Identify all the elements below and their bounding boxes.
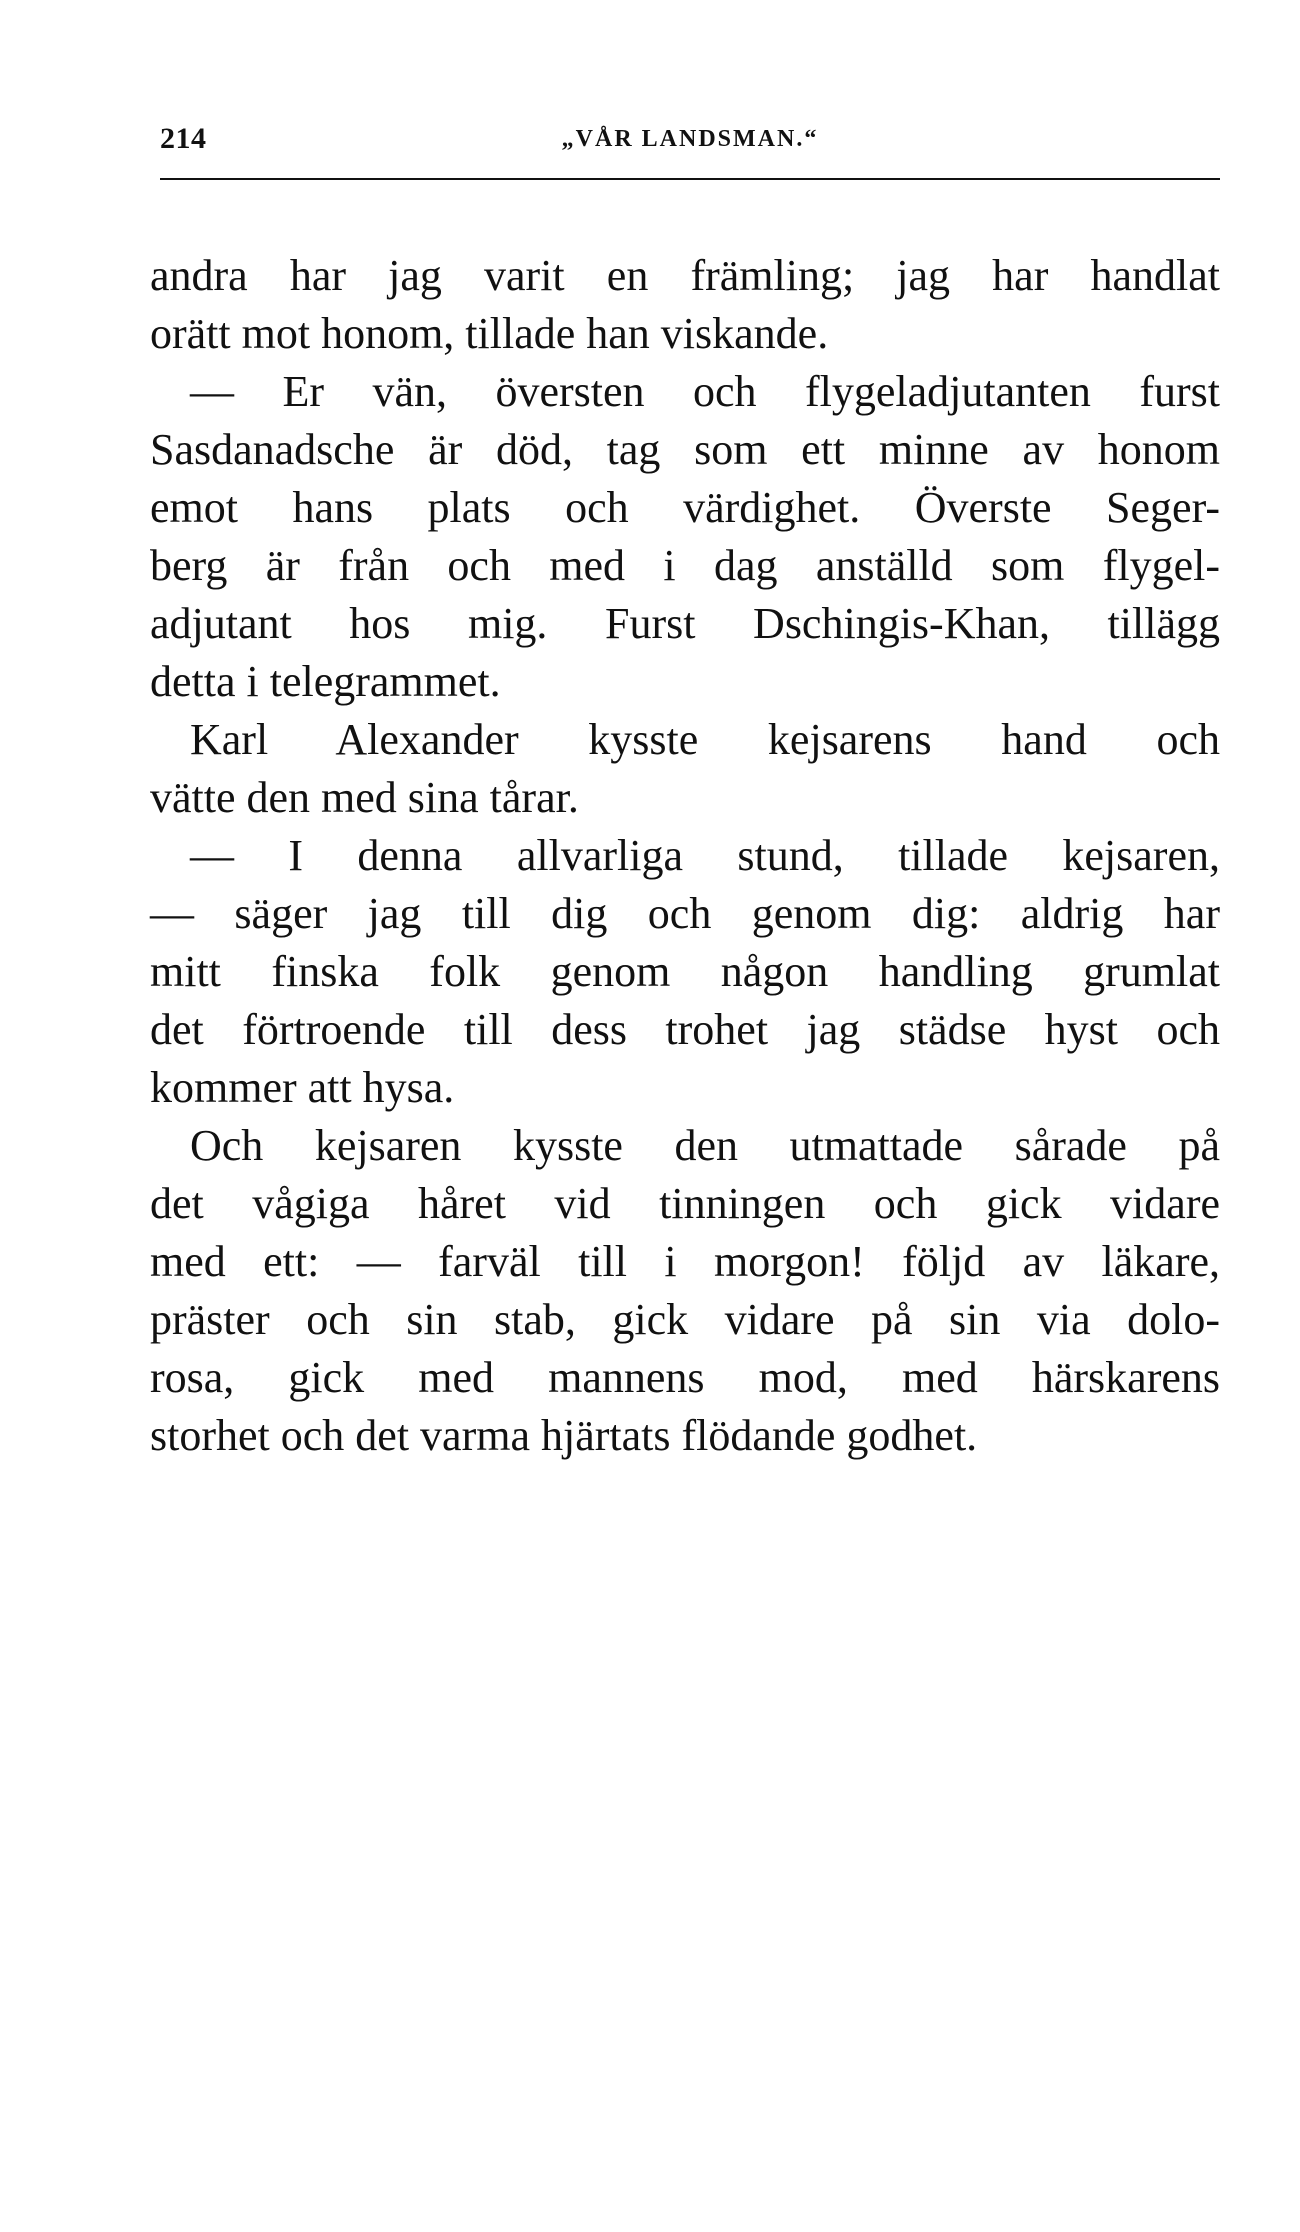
text-line: berg är från och med i dag anställd som flygel-	[150, 541, 1220, 590]
running-title: „VÅR LANDSMAN.“	[561, 126, 819, 152]
text-line: vätte den med sina tårar.	[150, 773, 579, 822]
text-line: — I denna allvarliga stund, tillade kejsaren,	[190, 831, 1220, 880]
text-line: det vågiga håret vid tinningen och gick vidare	[150, 1179, 1220, 1228]
page-header	[160, 122, 1220, 162]
text-line: mitt finska folk genom någon handling grumlat	[150, 947, 1220, 996]
text-line: emot hans plats och värdighet. Överste Seger-	[150, 483, 1220, 532]
text-line: Och kejsaren kysste den utmattade sårade på	[190, 1121, 1220, 1170]
text-line: detta i telegrammet.	[150, 657, 501, 706]
page-number: 214	[160, 122, 207, 155]
text-line: adjutant hos mig. Furst Dschingis-Khan, tillägg	[150, 599, 1220, 648]
text-line: orätt mot honom, tillade han viskande.	[150, 309, 829, 358]
text-line: präster och sin stab, gick vidare på sin via dolo-	[150, 1295, 1220, 1344]
text-line: med ett: — farväl till i morgon! följd av läkare,	[150, 1237, 1220, 1286]
text-line: det förtroende till dess trohet jag städse hyst och	[150, 1005, 1220, 1054]
text-line: Sasdanadsche är död, tag som ett minne av honom	[150, 425, 1220, 474]
text-line: Karl Alexander kysste kejsarens hand och	[190, 715, 1220, 764]
text-line: — säger jag till dig och genom dig: aldrig har	[150, 889, 1220, 938]
text-line: kommer att hysa.	[150, 1063, 455, 1112]
text-line: — Er vän, översten och flygeladjutanten furst	[190, 367, 1220, 416]
text-line: andra har jag varit en främling; jag har handlat	[150, 251, 1220, 300]
header-rule	[160, 178, 1220, 180]
text-line: storhet och det varma hjärtats flödande godhet.	[150, 1411, 978, 1460]
body-text	[150, 247, 1220, 1465]
text-line: rosa, gick med mannens mod, med härskarens	[150, 1353, 1220, 1402]
